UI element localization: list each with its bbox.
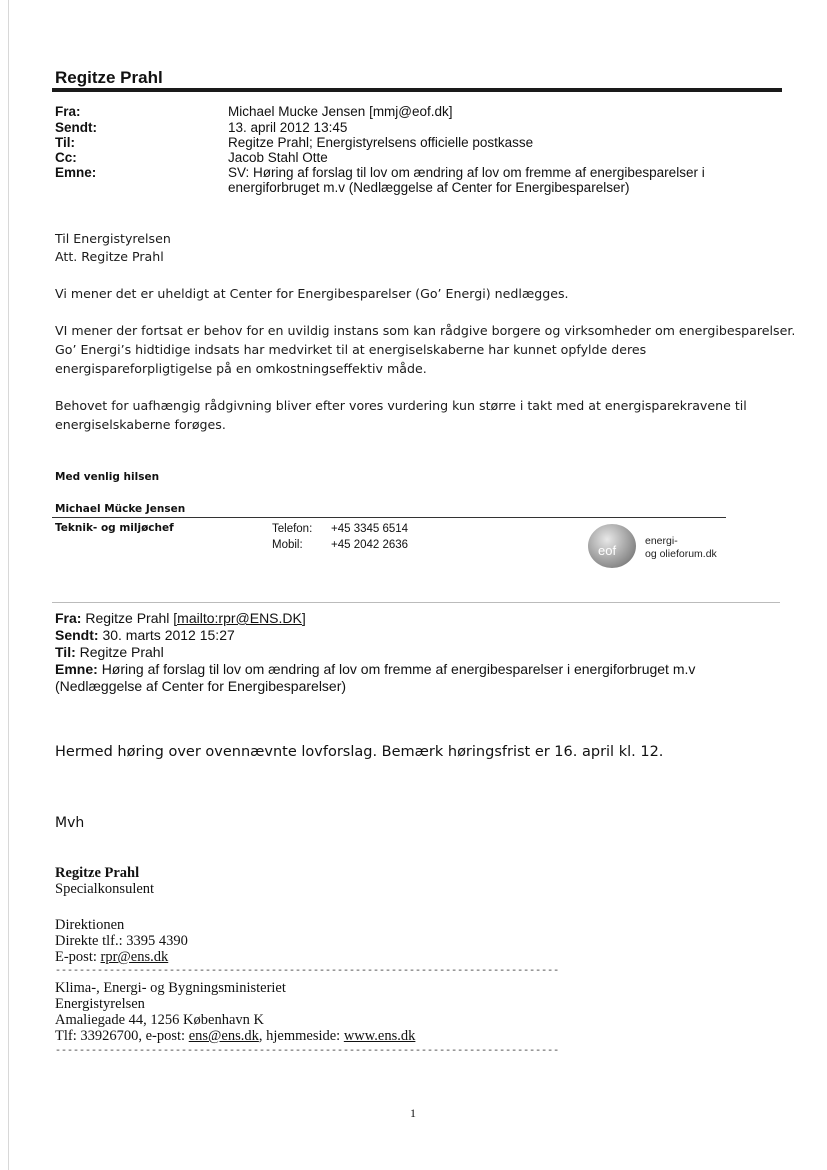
mobile-label: Mobil: bbox=[272, 539, 303, 551]
fwd-from-line bbox=[55, 610, 306, 627]
phone-value: +45 3345 6514 bbox=[331, 523, 409, 535]
to-label: Til: bbox=[55, 135, 75, 150]
fwd-to-line bbox=[55, 644, 164, 661]
mobile-value: +45 2042 2636 bbox=[331, 539, 409, 551]
eof-caption-line-1: energi- bbox=[645, 535, 678, 547]
forward-separator bbox=[52, 602, 780, 603]
dashed-separator-2: ------------------------------------------------------------------------------------ bbox=[55, 1046, 560, 1057]
fwd-subject-line bbox=[55, 661, 695, 678]
ens-department: Direktionen bbox=[55, 917, 125, 933]
body-paragraph-1: Vi mener det er uheldigt at Center for Energibesparelser (Go’ Energi) nedlægges. bbox=[55, 286, 569, 301]
fwd-subject-label: Emne: bbox=[55, 661, 98, 677]
header-rule bbox=[52, 88, 782, 92]
fwd-to-value: Regitze Prahl bbox=[79, 644, 164, 660]
subject-label: Emne: bbox=[55, 165, 97, 180]
closing: Med venlig hilsen bbox=[55, 471, 160, 483]
mailbox-owner-name: Regitze Prahl bbox=[55, 68, 163, 87]
sent-label: Sendt: bbox=[55, 120, 97, 135]
ens-signer-title: Specialkonsulent bbox=[55, 881, 155, 897]
page-number: 1 bbox=[410, 1106, 416, 1120]
fwd-subject-line-2: (Nedlæggelse af Center for Energibesparelser) bbox=[55, 678, 347, 694]
ens-email-link[interactable]: rpr@ens.dk bbox=[100, 949, 169, 965]
page-left-edge bbox=[8, 0, 9, 1170]
greeting-line-1: Til Energistyrelsen bbox=[55, 231, 171, 246]
subject-line-2: energiforbruget m.v (Nedlæggelse af Center for Energibesparelser) bbox=[228, 180, 630, 195]
greeting-line-2: Att. Regitze Prahl bbox=[55, 249, 164, 264]
to-value: Regitze Prahl; Energistyrelsens officielle postkasse bbox=[228, 135, 534, 150]
eof-logo-text: eof bbox=[598, 543, 617, 558]
signer-name: Michael Mücke Jensen bbox=[55, 503, 186, 515]
dashed-separator-1: ------------------------------------------------------------------------------------ bbox=[55, 966, 560, 977]
ens-direct-phone: Direkte tlf.: 3395 4390 bbox=[55, 933, 188, 949]
phone-label: Telefon: bbox=[272, 523, 313, 535]
from-label: Fra: bbox=[55, 104, 81, 119]
fwd-sent-label: Sendt: bbox=[55, 627, 99, 643]
ens-contact-line bbox=[55, 1029, 415, 1045]
ens-contact-prefix: Tlf: 33926700, e-post: bbox=[55, 1028, 189, 1044]
fwd-from-name: Regitze Prahl bbox=[85, 610, 170, 626]
ens-address: Amaliegade 44, 1256 København K bbox=[55, 1012, 264, 1028]
fwd-from-label: Fra: bbox=[55, 610, 82, 626]
eof-caption-line-2: og olieforum.dk bbox=[645, 548, 717, 560]
signature-rule bbox=[52, 517, 726, 518]
ens-contact-email-link[interactable]: ens@ens.dk bbox=[188, 1028, 259, 1044]
message-closing: Mvh bbox=[55, 815, 85, 831]
ens-agency: Energistyrelsen bbox=[55, 996, 145, 1012]
body-paragraph-2-line-3: energispareforpligtigelse på en omkostningseffektiv måde. bbox=[55, 361, 427, 376]
ens-ministry: Klima-, Energi- og Bygningsministeriet bbox=[55, 980, 286, 996]
body-paragraph-2-line-1: VI mener der fortsat er behov for en uvildig instans som kan rådgive borgere og virksomheder om energibesparelser. bbox=[55, 323, 796, 338]
body-paragraph-2-line-2: Go’ Energi’s hidtidige indsats har medvirket til at energiselskaberne har kunnet opfylde deres bbox=[55, 342, 647, 357]
cc-label: Cc: bbox=[55, 150, 77, 165]
fwd-sent-line bbox=[55, 627, 235, 644]
sent-value: 13. april 2012 13:45 bbox=[228, 120, 348, 135]
fwd-subject-line-1: Høring af forslag til lov om ændring af lov om fremme af energibesparelser i energiforbruget m.v bbox=[101, 661, 696, 677]
from-value: Michael Mucke Jensen [mmj@eof.dk] bbox=[228, 104, 453, 119]
ens-email-line bbox=[55, 950, 168, 966]
signer-title: Teknik- og miljøchef bbox=[55, 522, 174, 534]
fwd-sent-value: 30. marts 2012 15:27 bbox=[102, 627, 235, 643]
subject-line-1: SV: Høring af forslag til lov om ændring af lov om fremme af energibesparelser i bbox=[228, 165, 705, 180]
ens-email-label: E-post: bbox=[55, 949, 101, 965]
fwd-to-label: Til: bbox=[55, 644, 76, 660]
eof-logo-caption bbox=[645, 535, 717, 561]
cc-value: Jacob Stahl Otte bbox=[228, 150, 328, 165]
ens-signer-name: Regitze Prahl bbox=[55, 865, 140, 881]
ens-contact-mid: , hjemmeside: bbox=[258, 1028, 344, 1044]
ens-website-link[interactable]: www.ens.dk bbox=[343, 1028, 416, 1044]
body-paragraph-3-line-2: energiselskaberne forøges. bbox=[55, 417, 226, 432]
body-paragraph-3-line-1: Behovet for uafhængig rådgivning bliver efter vores vurdering kun større i takt med at energisparekravene til bbox=[55, 398, 747, 413]
fwd-mailto-link[interactable]: [mailto:rpr@ENS.DK] bbox=[173, 610, 306, 626]
message-text: Hermed høring over ovennævnte lovforslag. Bemærk høringsfrist er 16. april kl. 12. bbox=[55, 744, 664, 760]
